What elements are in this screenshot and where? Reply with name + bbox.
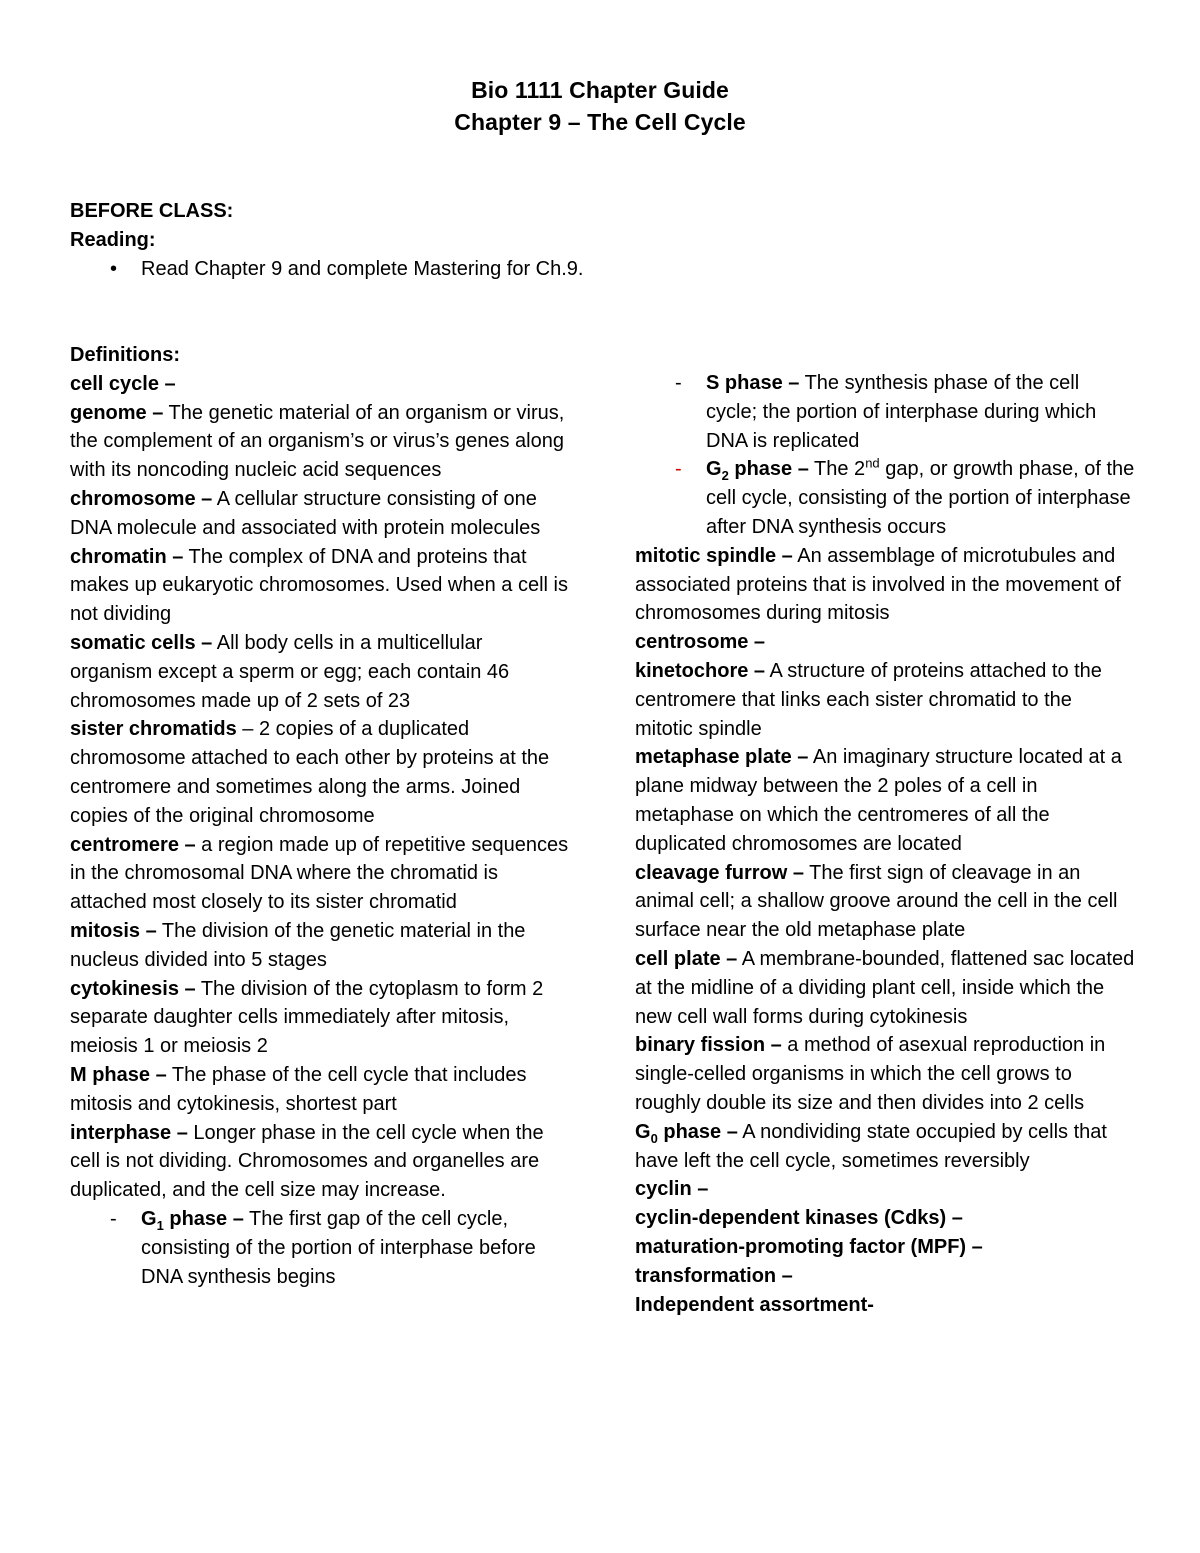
term-part: phase – <box>728 458 809 481</box>
definition-text: The division of the cytoplasm to form 2 separate daughter cells immediately after mitosis, meiosis 1 or meiosis 2 <box>70 977 544 1058</box>
title-line-1: Bio 1111 Chapter Guide <box>471 77 729 103</box>
definition-mitotic-spindle <box>635 542 1135 628</box>
definitions-heading: Definitions: <box>70 344 180 366</box>
term-subscript: 0 <box>650 1130 658 1146</box>
definition-centromere <box>70 831 570 917</box>
definition-term: cyclin-dependent kinases (Cdks) – <box>635 1207 963 1230</box>
definition-term: mitotic spindle – <box>635 544 793 567</box>
definition-text: a method of asexual reproduction in single-celled organisms in which the cell grows to roughly double its size and then divides into 2 cells <box>635 1034 1106 1114</box>
definition-s-phase <box>635 369 1135 455</box>
term-part: phase – <box>657 1120 738 1143</box>
definition-term: metaphase plate – <box>635 746 809 769</box>
term-part: G <box>635 1120 651 1143</box>
definition-term: interphase – <box>70 1121 188 1144</box>
definition-kinetochore <box>635 657 1135 743</box>
definition-term: cell plate – <box>635 947 738 970</box>
definition-term: somatic cells – <box>70 631 213 654</box>
definition-part: The 2 <box>808 458 866 481</box>
definition-chromatin <box>70 543 570 629</box>
definition-chromosome <box>70 485 570 543</box>
definition-term: sister chromatids <box>70 718 237 741</box>
reading-bullet <box>70 255 583 284</box>
definition-term: genome – <box>70 401 164 424</box>
definition-text: Longer phase in the cell cycle when the cell is not dividing. Chromosomes and organelles are duplicated, and the cell size may increase. <box>70 1121 544 1202</box>
definition-text: The complex of DNA and proteins that makes up eukaryotic chromosomes. Used when a cell is not dividing <box>70 545 568 626</box>
definitions-left-column <box>70 341 570 1291</box>
definition-term: S phase – <box>706 372 800 394</box>
definition-mitosis <box>70 917 570 975</box>
dash-marker: - <box>675 372 682 394</box>
definition-term <box>141 1207 244 1233</box>
term-subscript: 2 <box>721 468 729 484</box>
definition-superscript: nd <box>865 455 880 471</box>
definition-binary-fission <box>635 1031 1135 1117</box>
definition-centrosome <box>635 628 1135 657</box>
definition-term: kinetochore – <box>635 659 766 682</box>
definition-interphase <box>70 1119 570 1205</box>
definition-sister-chromatids <box>70 715 570 830</box>
definition-genome <box>70 399 570 485</box>
document-title <box>0 74 1200 138</box>
before-class-heading: BEFORE CLASS: <box>70 200 234 222</box>
definition-text: The genetic material of an organism or virus, the complement of an organism’s or virus’s genes along with its noncoding nucleic acid sequences <box>70 401 565 482</box>
definition-text: A structure of proteins attached to the centromere that links each sister chromatid to the mitotic spindle <box>635 659 1102 740</box>
definition-term: chromosome – <box>70 487 213 510</box>
definition-term <box>635 1120 738 1146</box>
definition-term: cell cycle – <box>70 372 176 395</box>
definition-text: The division of the genetic material in the nucleus divided into 5 stages <box>70 919 526 971</box>
definition-cleavage-furrow <box>635 859 1135 945</box>
reading-heading: Reading: <box>70 228 156 251</box>
definition-term: mitosis – <box>70 919 157 942</box>
definition-text: – 2 copies of a duplicated chromosome attached to each other by proteins at the centromere and sometimes along the arms. Joined copies of the original chromosome <box>70 718 550 827</box>
definition-cdks <box>635 1204 1135 1233</box>
definition-text: All body cells in a multicellular organism except a sperm or egg; each contain 46 chromosomes made up of 2 sets of 23 <box>70 631 510 712</box>
definition-somatic-cells <box>70 629 570 715</box>
term-part: phase – <box>163 1207 244 1230</box>
term-part: G <box>141 1207 157 1230</box>
bullet-icon: • <box>110 257 118 280</box>
definition-independent-assortment <box>635 1291 1135 1320</box>
definition-text: An assemblage of microtubules and associated proteins that is involved in the movement of chromosomes during mitosis <box>635 544 1121 625</box>
title-line-2: Chapter 9 – The Cell Cycle <box>454 109 746 135</box>
definition-part: gap, or growth phase, of the cell cycle, consisting of the portion of interphase after DNA synthesis occurs <box>706 458 1135 538</box>
definition-term: centromere – <box>70 833 196 856</box>
definition-text: A cellular structure consisting of one DNA molecule and associated with protein molecules <box>70 487 541 539</box>
definition-term <box>706 458 809 484</box>
definition-term: cytokinesis – <box>70 977 196 1000</box>
before-class-section <box>70 197 583 283</box>
definitions-right-column <box>635 369 1135 1319</box>
definition-g2-phase <box>635 455 1135 541</box>
definition-term: M phase – <box>70 1063 167 1086</box>
definition-term: Independent assortment- <box>635 1293 874 1316</box>
definition-term: binary fission – <box>635 1034 782 1057</box>
definition-term: transformation – <box>635 1264 793 1287</box>
reading-bullet-text: Read Chapter 9 and complete Mastering for Ch.9. <box>141 257 584 280</box>
definition-g1-phase <box>70 1205 570 1291</box>
definition-cell-plate <box>635 945 1135 1031</box>
definition-term: cyclin – <box>635 1178 709 1201</box>
definition-m-phase <box>70 1061 570 1119</box>
definition-mpf <box>635 1233 1135 1262</box>
definition-transformation <box>635 1262 1135 1291</box>
definition-text: a region made up of repetitive sequences in the chromosomal DNA where the chromatid is attached most closely to its sister chromatid <box>70 833 569 914</box>
definition-text: The first sign of cleavage in an animal cell; a shallow groove around the cell in the cell surface near the old metaphase plate <box>635 861 1118 942</box>
definition-term: chromatin – <box>70 545 184 568</box>
definition-text: A membrane-bounded, flattened sac located at the midline of a dividing plant cell, inside which the new cell wall forms during cytokinesis <box>635 947 1135 1028</box>
dash-marker: - <box>675 458 682 481</box>
definition-text: The phase of the cell cycle that includes mitosis and cytokinesis, shortest part <box>70 1063 527 1115</box>
definition-term: cleavage furrow – <box>635 861 804 884</box>
definition-text: The first gap of the cell cycle, consisting of the portion of interphase before DNA synthesis begins <box>141 1207 536 1288</box>
term-subscript: 1 <box>156 1217 164 1233</box>
definition-cytokinesis <box>70 975 570 1061</box>
dash-marker: - <box>110 1207 117 1230</box>
definition-term: maturation-promoting factor (MPF) – <box>635 1235 983 1258</box>
definition-term: centrosome – <box>635 631 766 654</box>
term-part: G <box>706 458 722 481</box>
definition-cyclin <box>635 1175 1135 1204</box>
definition-cell-cycle <box>70 370 570 399</box>
definition-text: An imaginary structure located at a plane midway between the 2 poles of a cell in metaphase on which the centromeres of all the duplicated chromosomes are located <box>635 746 1122 855</box>
definition-metaphase-plate <box>635 743 1135 858</box>
definition-text: A nondividing state occupied by cells that have left the cell cycle, sometimes reversibly <box>635 1120 1107 1172</box>
definition-g0-phase <box>635 1118 1135 1176</box>
definition-text: The synthesis phase of the cell cycle; the portion of interphase during which DNA is replicated <box>706 372 1097 452</box>
